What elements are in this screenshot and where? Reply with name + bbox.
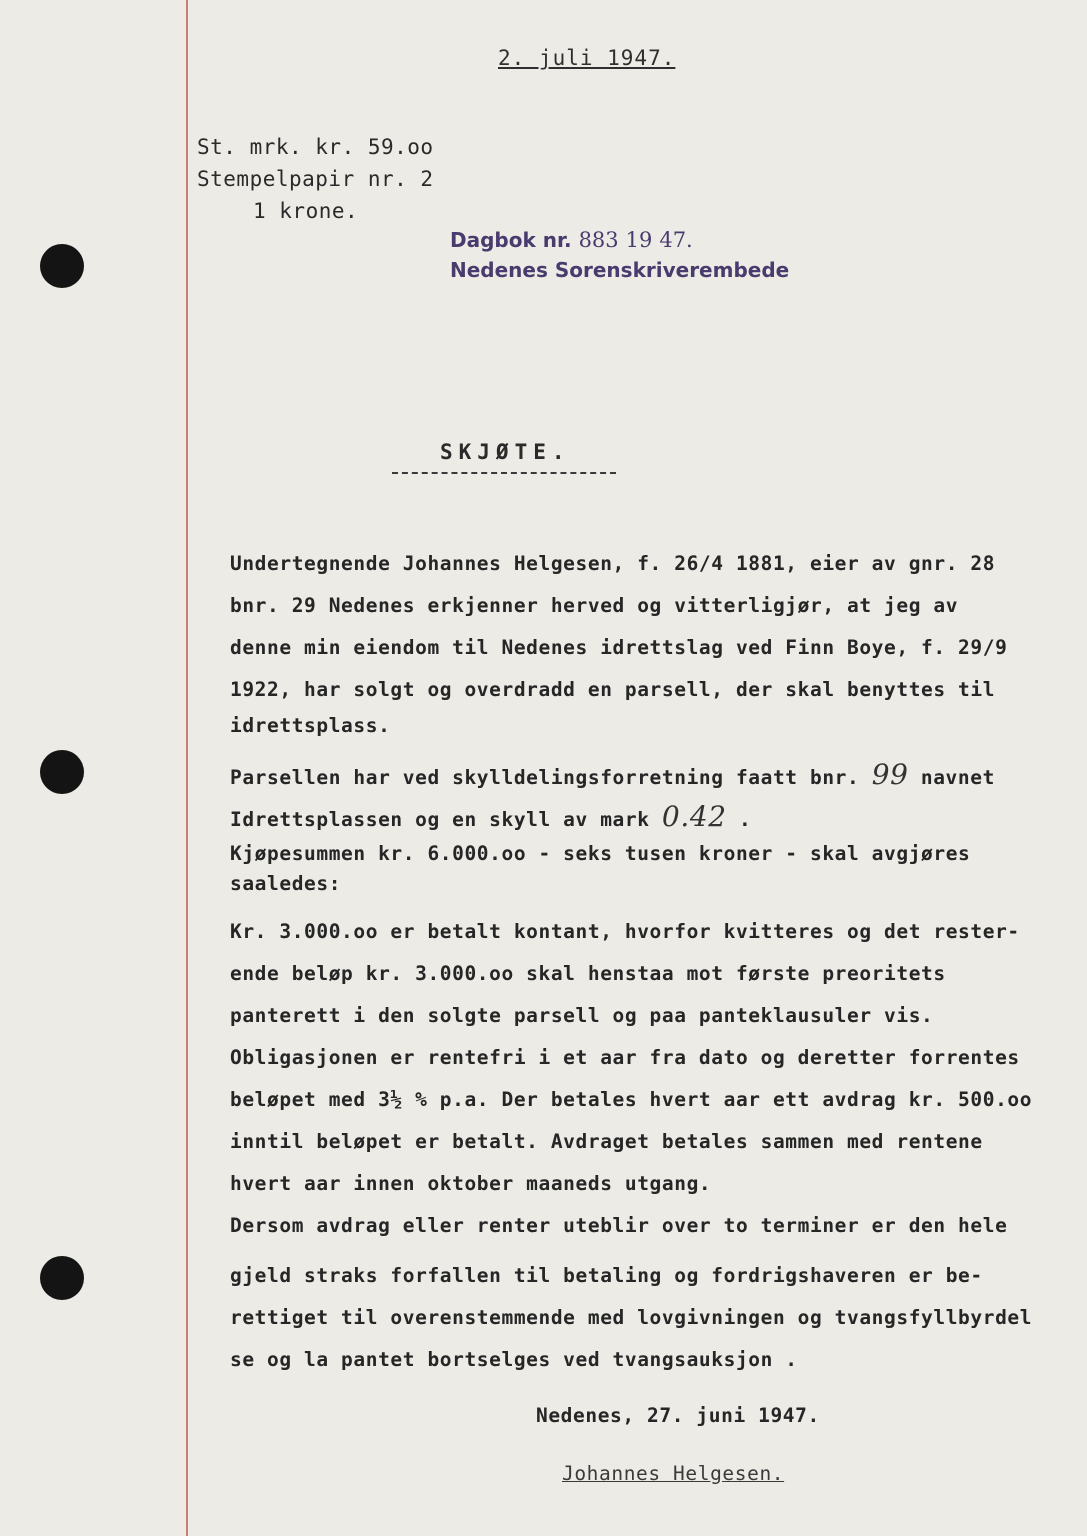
skyll-text-end: . — [739, 808, 752, 831]
place-and-date: Nedenes, 27. juni 1947. — [536, 1404, 820, 1427]
punch-hole-top — [40, 244, 84, 288]
stamp-value-line: St. mrk. kr. 59.oo — [197, 135, 434, 159]
document-title: SKJØTE. — [440, 440, 571, 464]
body-line: Kr. 3.000.oo er betalt kontant, hvorfor kvitteres og det rester- — [230, 920, 1020, 943]
body-line: beløpet med 3½ % p.a. Der betales hvert aar ett avdrag kr. 500.oo — [230, 1088, 1033, 1111]
parcel-line — [230, 758, 995, 791]
stamp-amount-line: 1 krone. — [253, 199, 359, 223]
skyll-text: Idrettsplassen og en skyll av mark — [230, 808, 650, 831]
body-line: inntil beløpet er betalt. Avdraget betales sammen med rentene — [230, 1130, 983, 1153]
body-line: 1922, har solgt og overdradd en parsell, der skal benyttes til — [230, 678, 996, 701]
document-date: 2. juli 1947. — [498, 46, 676, 70]
skyll-line — [230, 800, 751, 833]
handwritten-bnr: 99 — [871, 758, 909, 791]
body-line: Dersom avdrag eller renter uteblir over to terminer er den hele — [230, 1214, 1008, 1237]
parcel-text: Parsellen har ved skylldelingsforretning faatt bnr. — [230, 766, 860, 789]
body-line: gjeld straks forfallen til betaling og fordrigshaveren er be- — [230, 1264, 983, 1287]
title-underline — [392, 472, 616, 474]
body-line: Kjøpesummen kr. 6.000.oo - seks tusen kroner - skal avgjøres — [230, 842, 971, 865]
handwritten-mark: 0.42 — [661, 800, 727, 833]
registry-stamp-number — [450, 228, 693, 252]
body-line: bnr. 29 Nedenes erkjenner herved og vitterligjør, at jeg av — [230, 594, 959, 617]
registry-office: Nedenes Sorenskriverembede — [450, 258, 790, 282]
registry-year-suffix: 47. — [659, 228, 693, 252]
body-line: se og la pantet bortselges ved tvangsauksjon . — [230, 1348, 798, 1371]
body-line: rettiget til overenstemmende med lovgivningen og tvangsfyllbyrdel — [230, 1306, 1033, 1329]
body-line: panterett i den solgte parsell og paa panteklausuler vis. — [230, 1004, 934, 1027]
body-line: saaledes: — [230, 872, 342, 895]
body-line: ende beløp kr. 3.000.oo skal henstaa mot første preoritets — [230, 962, 946, 985]
body-line: Obligasjonen er rentefri i et aar fra dato og deretter forrentes — [230, 1046, 1020, 1069]
punch-hole-middle — [40, 750, 84, 794]
registry-number: 883 — [578, 228, 619, 252]
registry-year-prefix: 19 — [625, 228, 653, 252]
margin-rule — [186, 0, 188, 1536]
signature: Johannes Helgesen. — [562, 1462, 785, 1485]
parcel-text-end: navnet — [920, 766, 995, 789]
body-line: hvert aar innen oktober maaneds utgang. — [230, 1172, 712, 1195]
punch-hole-bottom — [40, 1256, 84, 1300]
body-line: denne min eiendom til Nedenes idrettslag ved Finn Boye, f. 29/9 — [230, 636, 1008, 659]
registry-label: Dagbok nr. — [450, 228, 572, 252]
body-line: Undertegnende Johannes Helgesen, f. 26/4 1881, eier av gnr. 28 — [230, 552, 996, 575]
stamp-paper-line: Stempelpapir nr. 2 — [197, 167, 434, 191]
body-line: idrettsplass. — [230, 714, 391, 737]
